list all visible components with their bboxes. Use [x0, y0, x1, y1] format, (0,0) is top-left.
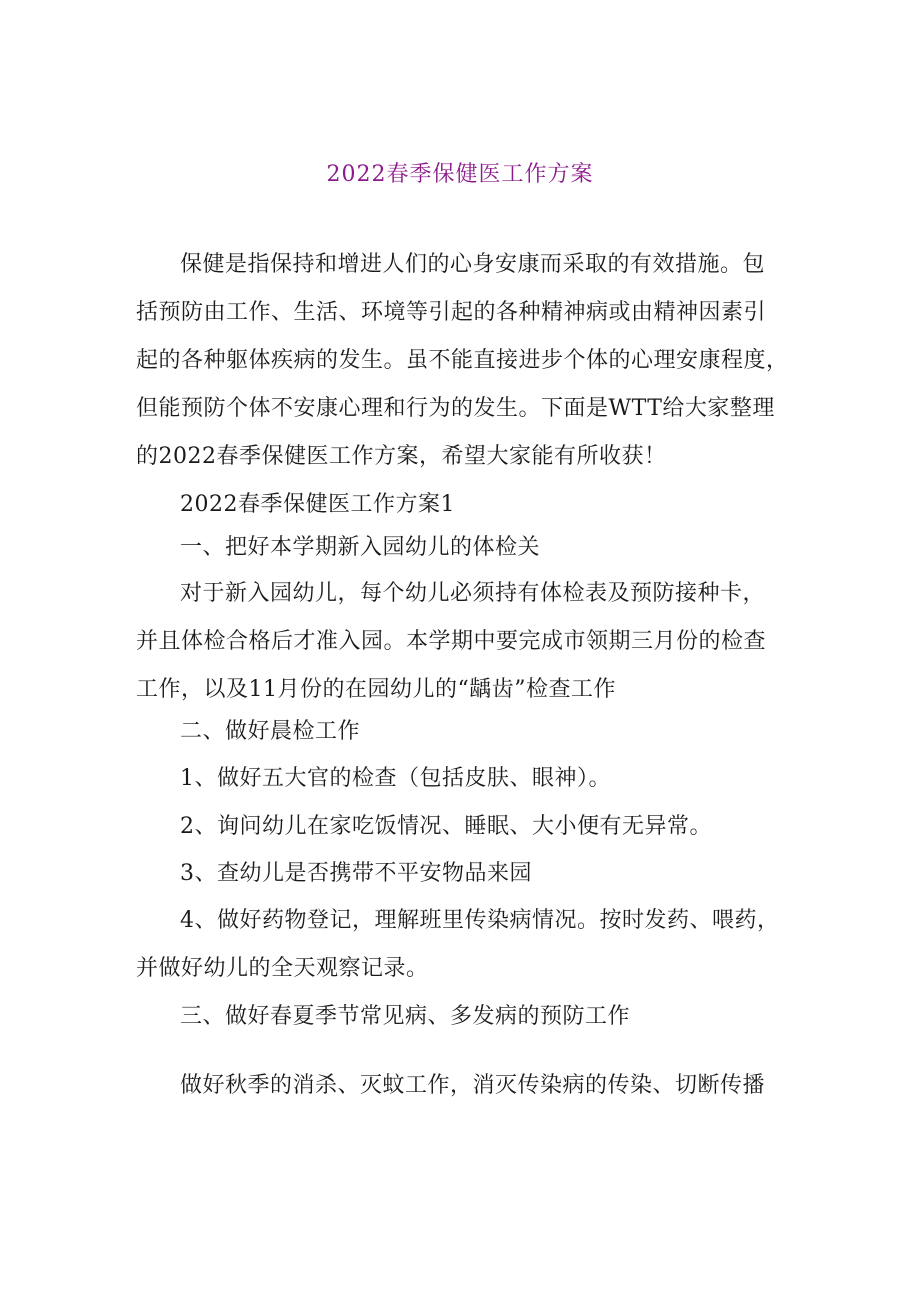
document-title: 2022春季保健医工作方案: [326, 162, 594, 187]
section2-item-4: [136, 897, 796, 993]
section1-body: [136, 570, 796, 714]
section3-body: 做好秋季的消杀、灭蚊工作，消灭传染病的传染、切断传播: [180, 1073, 766, 1098]
section1-heading: 一、把好本学期新入园幼儿的体检关: [180, 535, 541, 560]
section2-item4-line: 并做好幼儿的全天观察记录。: [136, 956, 429, 981]
section1-line: 工作，以及11月份的在园幼儿的“龋齿”检查工作: [136, 677, 616, 702]
section2-item: 1、做好五大官的检查（包括皮肤、眼神）。: [180, 766, 611, 791]
intro-line: 括预防由工作、生活、环境等引起的各种精神病或由精神因素引: [136, 300, 767, 325]
section2-item: 3、查幼儿是否携带不平安物品来园: [180, 861, 532, 886]
section2-item4-line: 4、做好药物登记，理解班里传染病情况。按时发药、喂药，: [180, 908, 780, 933]
section1-line: 并且体检合格后才准入园。本学期中要完成市领期三月份的检查: [136, 629, 767, 654]
section1-line: 对于新入园幼儿，每个幼儿必须持有体检表及预防接种卡，: [180, 581, 766, 606]
section2-heading: 二、做好晨检工作: [180, 719, 361, 744]
intro-line: 保健是指保持和增进人们的心身安康而采取的有效措施。包: [180, 252, 766, 277]
intro-line: 但能预防个体不安康心理和行为的发生。下面是WTT给大家整理: [136, 396, 775, 421]
plan-subtitle: 2022春季保健医工作方案1: [180, 492, 455, 517]
section3-heading: 三、做好春夏季节常见病、多发病的预防工作: [180, 1004, 631, 1029]
intro-paragraph: [136, 241, 796, 481]
intro-line: 起的各种躯体疾病的发生。虽不能直接进步个体的心理安康程度，: [136, 348, 789, 373]
section2-item: 2、询问幼儿在家吃饭情况、睡眠、大小便有无异常。: [180, 814, 712, 839]
intro-line: 的2022春季保健医工作方案，希望大家能有所收获！: [136, 444, 667, 469]
